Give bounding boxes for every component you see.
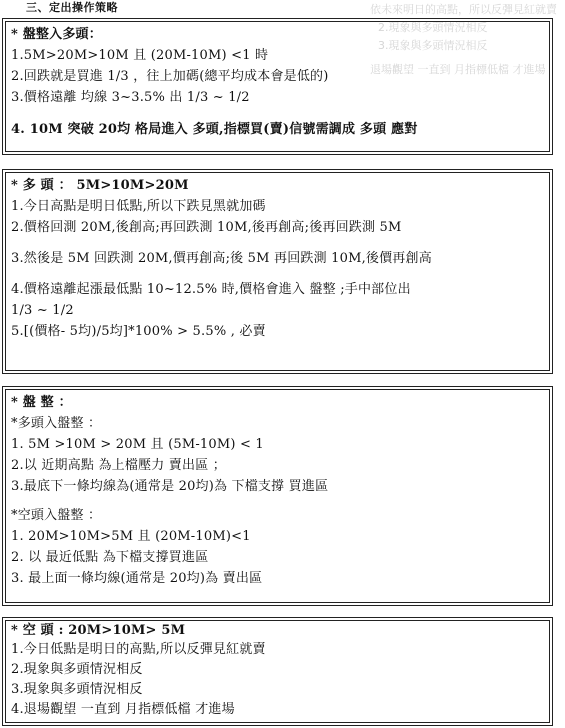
rule-line: 1.今日低點是明日的高點,所以反彈見紅就賣 [11, 642, 266, 657]
rule-line: 2.以 近期高點 為上檔壓力 賣出區 ； [11, 458, 226, 473]
rule-line: 1. 5M >10M > 20M 且 (5M-10M) < 1 [11, 437, 264, 452]
rule-line: 4. 10M 突破 20均 格局進入 多頭,指標買(賣)信號需調成 多頭 應對 [11, 122, 418, 137]
rule-line: 1.5M>20M>10M 且 (20M-10M) <1 時 [11, 48, 269, 63]
sub-heading: *多頭入盤整 ： [11, 416, 102, 431]
strategy-box-consolidation [5, 389, 550, 603]
spacer-line [11, 108, 544, 119]
box-heading: * 盤 整 ： [11, 395, 72, 410]
rule-line: 4.退場觀望 一直到 月指標低檔 才進場 [11, 702, 235, 717]
rule-line: 3. 最上面一條均線(通常是 20均)為 賣出區 [11, 571, 263, 586]
strategy-box-bull [5, 172, 550, 371]
sub-heading: *空頭入盤整 ： [11, 508, 102, 523]
box-heading: * 空 頭 : 20M>10M> 5M [11, 623, 186, 638]
background-text: 退場觀望 一直到 月指標低檔 才進場 [370, 63, 546, 76]
background-text: 2.現象與多頭情況相反 [378, 21, 488, 34]
rule-line: 3.價格遠離 均線 3~3.5% 出 1/3 ~ 1/2 [11, 90, 250, 105]
rule-line: 2.現象與多頭情況相反 [11, 662, 143, 677]
rule-line: 2.價格回測 20M,後創高;再回跌測 10M,後再創高;後再回跌測 5M [11, 220, 402, 235]
strategy-box-consolidation-to-bull [5, 21, 550, 152]
rule-line: 4.價格遠離起漲最低點 10~12.5% 時,價格會進入 盤整 ;手中部位出 [11, 282, 411, 297]
rule-line: 1. 20M>10M>5M 且 (20M-10M)<1 [11, 529, 251, 544]
spacer-line [11, 269, 544, 279]
rule-line: 5.[(價格- 5均)/5均]*100% > 5.5% , 必賣 [11, 324, 266, 339]
rule-line: 3.現象與多頭情況相反 [11, 682, 143, 697]
background-text: 3.現象與多頭情況相反 [378, 39, 488, 52]
spacer-line [11, 238, 544, 248]
rule-line: 3.最底下一條均線為(通常是 20均)為 下檔支撐 買進區 [11, 479, 329, 494]
spacer-line [11, 497, 544, 505]
box-heading: * 盤整入多頭： [11, 27, 102, 42]
rule-line: 1.今日高點是明日低點,所以下跌見黑就加碼 [11, 199, 266, 214]
strategy-box-bear [5, 620, 550, 723]
rule-line: 3.然後是 5M 回跌測 20M,價再創高;後 5M 再回跌測 10M,後價再創高 [11, 251, 432, 266]
rule-line: 2. 以 最近低點 為下檔支撐買進區 [11, 550, 209, 565]
rule-line: 1/3 ~ 1/2 [11, 303, 74, 318]
box-heading: * 多 頭 ： 5M>10M>20M [11, 178, 189, 193]
section-title: 三、定出操作策略 [26, 1, 118, 14]
background-text: 依未來明日的高點，所以反彈見紅就賣 [370, 3, 557, 16]
rule-line: 2.回跌就是買進 1/3 ，往上加碼(總平均成本會是低的) [11, 69, 329, 84]
